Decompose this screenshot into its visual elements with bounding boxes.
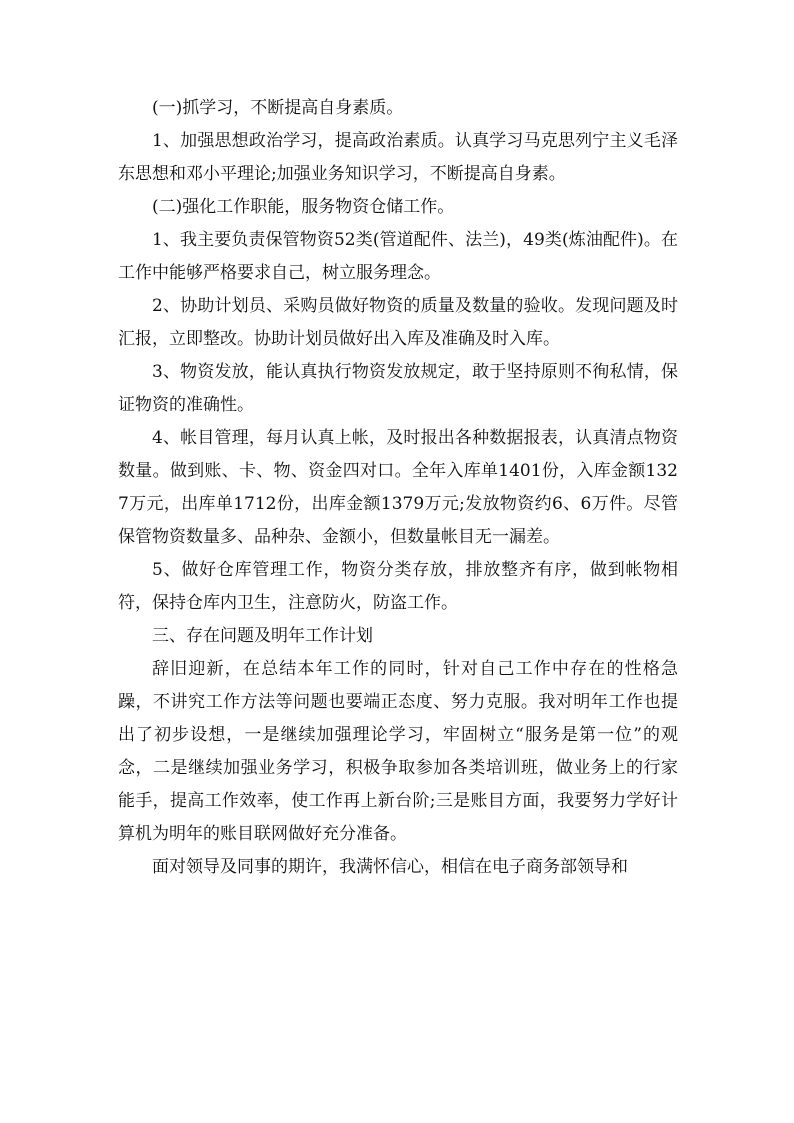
section-heading-problems-plan: 三、存在问题及明年工作计划 [152, 626, 373, 646]
paragraph-political-study: 1、加强思想政治学习，提高政治素质。认真学习马克思列宁主义毛泽东思想和邓小平理论;加强业务知识学习，不断提高自身素。 [118, 131, 678, 184]
paragraph-distribution: 3、物资发放，能认真执行物资发放规定，敢于坚持原则不徇私情，保证物资的准确性。 [118, 362, 678, 415]
section-heading-warehouse: (二)强化工作职能，服务物资仓储工作。 [152, 197, 455, 217]
paragraph-account-management: 4、帐目管理，每月认真上帐，及时报出各种数据报表，认真清点物资数量。做到账、卡、物、资金四对口。全年入库单1401份，入库金额1327万元，出库单1712份，出库金额1379万元;发放物资约6、6万件。尽管保管物资数量多、品种杂、金额小，但数量帐目无一漏差。 [118, 428, 678, 547]
paragraph-closing: 面对领导及同事的期许，我满怀信心，相信在电子商务部领导和 [152, 857, 628, 877]
section-heading-study: (一)抓学习，不断提高自身素质。 [152, 98, 404, 118]
paragraph-next-year-plan: 辞旧迎新，在总结本年工作的同时，针对自己工作中存在的性格急躁，不讲究工作方法等问题也要端正态度、努力克服。我对明年工作也提出了初步设想，一是继续加强理论学习，牢固树立“服务是第一位”的观念，二是继续加强业务学习，积极争取参加各类培训班，做业务上的行家能手，提高工作效率，使工作再上新台阶;三是账目方面，我要努力学好计算机为明年的账目联网做好充分准备。 [118, 659, 678, 844]
document-body [118, 92, 678, 884]
paragraph-warehouse-management: 5、做好仓库管理工作，物资分类存放，排放整齐有序，做到帐物相符，保持仓库内卫生，注意防火，防盗工作。 [118, 560, 678, 613]
paragraph-inspection: 2、协助计划员、采购员做好物资的质量及数量的验收。发现问题及时汇报，立即整改。协助计划员做好出入库及准确及时入库。 [118, 296, 678, 349]
paragraph-materials-custody: 1、我主要负责保管物资52类(管道配件、法兰)，49类(炼油配件)。在工作中能够严格要求自己，树立服务理念。 [118, 230, 678, 283]
